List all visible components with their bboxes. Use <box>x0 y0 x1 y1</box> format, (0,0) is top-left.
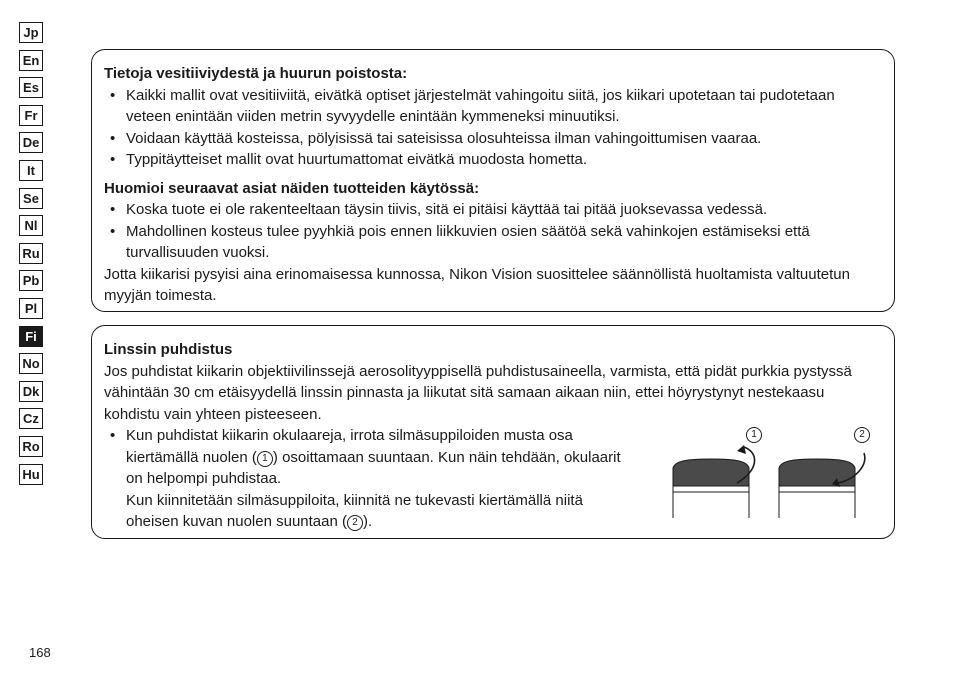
language-tabs <box>19 22 45 491</box>
marker-1: 1 <box>257 451 273 467</box>
list-item: • Voidaan käyttää kosteissa, pölyisissä tai sateisissa olosuhteissa ilman vahingoittumisen vaaraa. <box>104 128 882 150</box>
language-tab-no[interactable]: No <box>19 353 43 374</box>
usage-notes-list <box>104 199 882 264</box>
language-tab-cz[interactable]: Cz <box>19 408 43 429</box>
eyecup-attach-text <box>104 490 626 533</box>
cleaning-intro: Jos puhdistat kiikarin objektiivilinssejä aerosolityyppisellä puhdistusaineella, varmista, että pidät purkkia pystyssä vähintään 30 cm etäisyydellä linssin pinnasta ja liikutat sitä samaan aikaan niin, ettei höyrystynyt nestekaasu kohdistu vain yhteen pisteeseen. <box>104 362 852 423</box>
language-tab-hu[interactable]: Hu <box>19 464 43 485</box>
language-tab-nl[interactable]: Nl <box>19 215 43 236</box>
list-item: • Kaikki mallit ovat vesitiiviitä, eivätkä optiset järjestelmät vahingoitu siitä, jos kiikari upotetaan tai pudotetaan veteen enintään viiden metrin syvyydelle enintään kymmeneksi minuutiksi. <box>104 85 882 128</box>
list-item: • Typpitäytteiset mallit ovat huurtumattomat eivätkä muodosta hometta. <box>104 149 882 171</box>
language-tab-ro[interactable]: Ro <box>19 436 43 457</box>
eyecup-removal-text-end: ) osoittamaan suuntaan. Kun näin tehdään, okulaarit on helpompi puhdistaa. <box>126 448 621 487</box>
list-item: • Mahdollinen kosteus tulee pyyhkiä pois ennen liikkuvien osien säätöä sekä vahinkojen estämiseksi että turvallisuuden vuoksi. <box>104 221 882 264</box>
usage-notes-heading: Huomioi seuraavat asiat näiden tuotteiden käytössä: <box>104 179 480 197</box>
waterproof-info-box <box>91 49 895 312</box>
eyecup-attach-text-start: Kun kiinnitetään silmäsuppiloita, kiinnitä ne tukevasti kiertämällä niitä oheisen kuvan nuolen suuntaan ( <box>126 491 583 530</box>
language-tab-se[interactable]: Se <box>19 188 43 209</box>
eyecup-1-drawing <box>673 445 755 518</box>
eyecup-figure <box>666 423 876 519</box>
language-tab-it[interactable]: It <box>19 160 43 181</box>
language-tab-pl[interactable]: Pl <box>19 298 43 319</box>
language-tab-ru[interactable]: Ru <box>19 243 43 264</box>
language-tab-dk[interactable]: Dk <box>19 381 43 402</box>
list-item: • Koska tuote ei ole rakenteeltaan täysin tiivis, sitä ei pitäisi käyttää tai pitää juoksevassa vedessä. <box>104 199 882 221</box>
eyecup-2-drawing <box>779 453 865 518</box>
language-tab-de[interactable]: De <box>19 132 43 153</box>
marker-2: 2 <box>347 515 363 531</box>
language-tab-en[interactable]: En <box>19 50 43 71</box>
page-number: 168 <box>29 645 51 660</box>
waterproof-heading: Tietoja vesitiiviydestä ja huurun poistosta: <box>104 65 408 82</box>
maintenance-note: Jotta kiikarisi pysyisi aina erinomaisessa kunnossa, Nikon Vision suosittelee säännöllistä huoltamista valtuutetun myyjän toimesta. <box>104 265 850 304</box>
figure-label-2: 2 <box>854 427 870 443</box>
language-tab-jp[interactable]: Jp <box>19 22 43 43</box>
eyecup-attach-text-end: ). <box>363 513 373 530</box>
waterproof-list <box>104 85 882 171</box>
language-tab-pb[interactable]: Pb <box>19 270 43 291</box>
language-tab-fr[interactable]: Fr <box>19 105 43 126</box>
language-tab-es[interactable]: Es <box>19 77 43 98</box>
eyecup-removal-text: Kun puhdistat kiikarin okulaareja, irrota silmäsuppiloiden musta osa kiertämällä nuolen ( <box>126 427 573 466</box>
cleaning-heading: Linssin puhdistus <box>104 341 233 358</box>
figure-label-1: 1 <box>746 427 762 443</box>
eyecup-illustration <box>666 423 876 519</box>
list-item <box>104 425 626 490</box>
language-tab-fi[interactable]: Fi <box>19 326 43 347</box>
